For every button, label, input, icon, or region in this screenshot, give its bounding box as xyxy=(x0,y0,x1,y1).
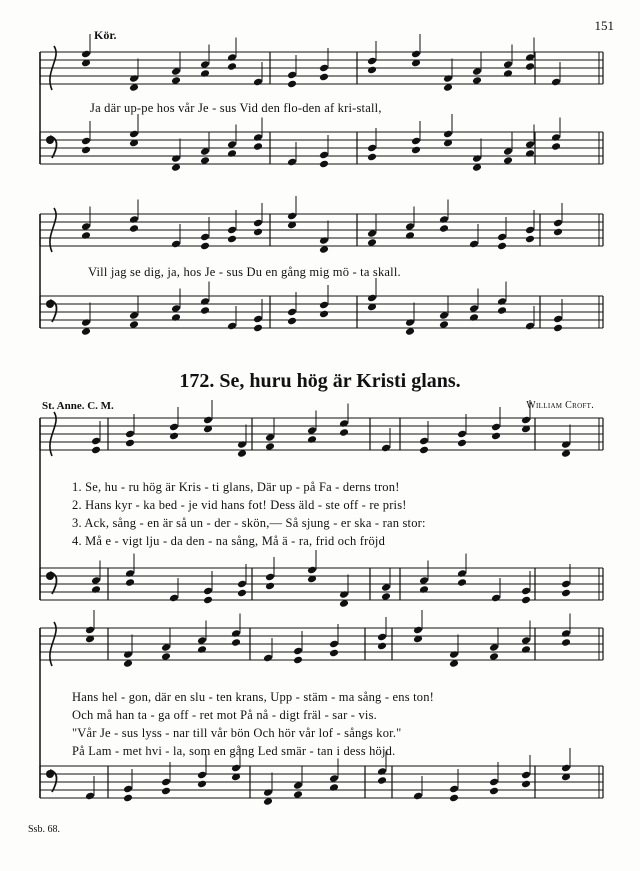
system-4-bass-note xyxy=(161,787,171,796)
system-2-bass-note xyxy=(287,317,297,326)
verse-3-line-2: "Vår Je - sus lyss - nar till vår bön Och hör vår lof - sångs kor." xyxy=(72,726,402,740)
system-3-bass-note xyxy=(419,585,429,594)
system-3-bass-note xyxy=(237,589,247,598)
system-2-treble-note xyxy=(81,231,91,240)
verse-4-line-2: På Lam - met hvi - la, som en gång Led smär - tan i dess höjd. xyxy=(72,744,396,758)
system-2-treble-note xyxy=(525,235,535,244)
page-number: 151 xyxy=(594,18,614,33)
system-4-treble-note xyxy=(377,642,387,651)
system-3-treble-note xyxy=(339,428,349,437)
system-4-bass-note xyxy=(521,780,531,789)
system-3-bass-note xyxy=(457,578,467,587)
system-1-bass-note xyxy=(227,149,237,158)
tune-name: St. Anne. C. M. xyxy=(42,400,114,412)
system-3-treble-note xyxy=(491,432,501,441)
system-4-bass-note xyxy=(197,780,207,789)
system-1-bass-note xyxy=(367,153,377,162)
system-1-treble-note xyxy=(200,69,210,78)
system-1-treble-note xyxy=(367,66,377,75)
system-4-treble-note xyxy=(521,645,531,654)
system-2-treble-note xyxy=(553,228,563,237)
chorus-lyric-line-1: Ja där up-pe hos vår Je - sus Vid den flo-den af kri-stall, xyxy=(90,101,382,115)
system-2-bass-note xyxy=(253,324,263,333)
system-2-treble-note xyxy=(405,231,415,240)
system-1-bass-note xyxy=(81,146,91,155)
system-3-bass-note xyxy=(265,582,275,591)
system-2-bass-note xyxy=(319,310,329,319)
system-3-bass-note xyxy=(561,589,571,598)
system-1-treble-note xyxy=(227,62,237,71)
system-2-bass-note xyxy=(497,306,507,315)
system-2-treble-note xyxy=(253,228,263,237)
composer-name: William Croft. xyxy=(526,400,594,411)
system-2-bass-note xyxy=(200,306,210,315)
system-1-bass-note xyxy=(411,146,421,155)
verse-4-line-1: 4. Må e - vigt lju - da den - na sång, Må ä - ra, frid och fröjd xyxy=(72,534,386,548)
system-1-treble-note xyxy=(525,62,535,71)
system-1-bass-note xyxy=(525,149,535,158)
system-2-treble-note xyxy=(129,224,139,233)
verse-2-line-2: Och må han ta - ga off - ret mot På nå - digt fräl - sar - vis. xyxy=(72,708,377,722)
system-2-treble-note xyxy=(439,224,449,233)
verse-1-line-1: 1. Se, hu - ru hög är Kris - ti glans, Där up - på Fa - derns tron! xyxy=(72,480,400,494)
system-3-bass-note xyxy=(125,578,135,587)
system-2-treble-note xyxy=(200,242,210,251)
system-1-treble-note xyxy=(287,80,297,89)
system-3-treble-note xyxy=(125,439,135,448)
system-1-bass-note xyxy=(319,160,329,169)
system-2-bass-note xyxy=(553,324,563,333)
chorus-lyric-line-2: Vill jag se dig, ja, hos Je - sus Du en gång mig mö - ta skall. xyxy=(88,265,401,279)
system-3-treble-note xyxy=(169,432,179,441)
system-2-bass-note xyxy=(171,313,181,322)
system-4-treble-note xyxy=(231,638,241,647)
system-4-treble-note xyxy=(561,638,571,647)
system-3-treble-note xyxy=(91,446,101,455)
footer-reference: Ssb. 68. xyxy=(28,824,60,835)
system-4-treble-note xyxy=(293,656,303,665)
system-4-treble-note xyxy=(197,645,207,654)
system-3-bass-note xyxy=(203,596,213,605)
system-3-bass-note xyxy=(91,585,101,594)
verse-1-line-2: Hans hel - gon, där en slu - ten krans, Upp - stäm - ma sång - ens ton! xyxy=(72,690,435,704)
chorus-label: Kör. xyxy=(94,28,117,42)
system-2-treble-note xyxy=(497,242,507,251)
system-4-bass-note xyxy=(329,783,339,792)
system-3-treble-note xyxy=(457,439,467,448)
system-1-bass-note xyxy=(253,142,263,151)
verse-3-line-1: 3. Ack, sång - en är så un - der - skön,— Så sjung - er ska - ran stor: xyxy=(72,516,426,530)
system-1-bass-note xyxy=(551,142,561,151)
system-3-treble-note xyxy=(307,435,317,444)
system-4-bass-note xyxy=(123,794,133,803)
system-1-treble-note xyxy=(319,73,329,82)
verse-2-line-1: 2. Hans kyr - ka bed - je vid hans fot! Dess äld - ste off - re pris! xyxy=(72,498,407,512)
system-4-bass-note xyxy=(449,794,459,803)
system-4-treble-note xyxy=(329,649,339,658)
system-3-bass-note xyxy=(521,596,531,605)
system-2-bass-note xyxy=(469,313,479,322)
hymn-title: 172. Se, huru hög är Kristi glans. xyxy=(179,370,461,392)
system-4-bass-note xyxy=(489,787,499,796)
system-4-bass-note xyxy=(377,776,387,785)
system-3-treble-note xyxy=(419,446,429,455)
system-2-treble-note xyxy=(227,235,237,244)
staff-systems xyxy=(40,34,603,806)
system-1-treble-note xyxy=(503,69,513,78)
